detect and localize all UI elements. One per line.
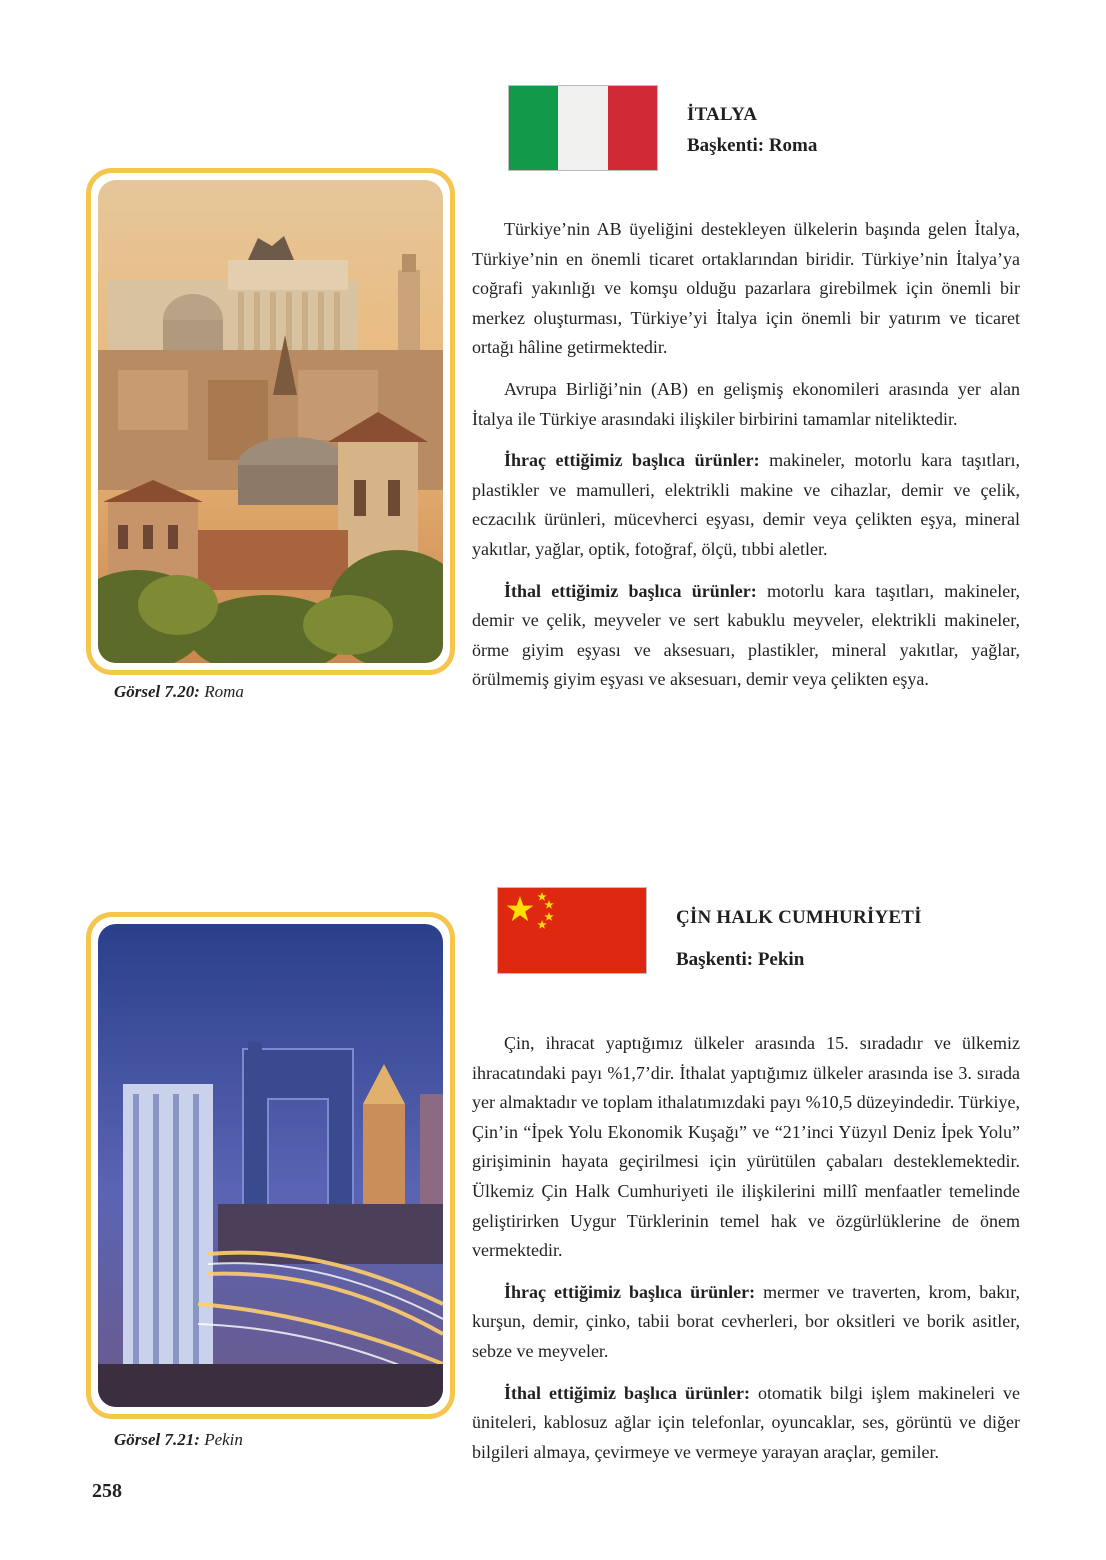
china-photo-frame: [86, 912, 455, 1419]
china-capital: Başkenti: Pekin: [676, 949, 805, 970]
china-exports-label: İhraç ettiğimiz başlıca ürünler:: [504, 1281, 756, 1302]
italy-text-section: [472, 215, 1020, 707]
italy-image-caption: [114, 682, 244, 702]
italy-flag-green-stripe: [509, 86, 558, 170]
china-flag-small-stars: [537, 892, 553, 929]
china-country-name: ÇİN HALK CUMHURİYETİ: [676, 907, 922, 928]
italy-flag: [509, 86, 657, 170]
china-paragraph-1: Çin, ihracat yaptığımız ülkeler arasında 15. sıradadır ve ülkemiz ihracatındaki payı %1,7’dir. İthalat yaptığımız ülkeler arasında ise 3. sırada yer almaktadır ve toplam ithalatımızdaki payı %10,5 düzeyindedir. Türkiye, Çin’in “İpek Yolu Ekonomik Kuşağı” ve “21’inci Yüzyıl Deniz İpek Yolu” girişiminin hayata geçirilmesi için yürütülen çabaları desteklemektedir. Ülkemiz Çin Halk Cumhuriyeti ile ilişkilerini millî menfaatler temelinde geliştirirken Uygur Türklerinin temel hak ve özgürlüklerine de önem vermektedir.: [472, 1033, 1020, 1261]
italy-paragraph-2: Avrupa Birliği’nin (AB) en gelişmiş ekonomileri arasında yer alan İtalya ile Türkiye arasındaki ilişkiler birbirini tamamlar niteliktedir.: [472, 378, 1020, 429]
italy-country-name: İTALYA: [687, 104, 758, 125]
italy-imports-paragraph: [472, 577, 1020, 695]
china-text-section: [472, 1029, 1020, 1479]
china-flag: [498, 888, 646, 973]
china-image-caption: [114, 1430, 243, 1450]
page-number: 258: [92, 1480, 122, 1502]
rome-cityscape-image: [98, 180, 443, 663]
italy-caption-text: Roma: [204, 682, 244, 701]
italy-exports-label: İhraç ettiğimiz başlıca ürünler:: [504, 450, 760, 471]
china-imports-label: İthal ettiğimiz başlıca ürünler:: [504, 1382, 750, 1403]
italy-photo-frame: [86, 168, 455, 675]
china-flag-stars: [498, 888, 646, 973]
italy-caption-label: Görsel 7.20:: [114, 682, 200, 701]
italy-exports-paragraph: [472, 446, 1020, 564]
china-exports-paragraph: [472, 1278, 1020, 1367]
china-imports-paragraph: [472, 1379, 1020, 1468]
china-flag-big-star: [507, 896, 534, 921]
italy-flag-white-stripe: [558, 86, 607, 170]
italy-flag-red-stripe: [608, 86, 657, 170]
italy-capital: Başkenti: Roma: [687, 135, 818, 156]
china-caption-label: Görsel 7.21:: [114, 1430, 200, 1449]
italy-imports-label: İthal ettiğimiz başlıca ürünler:: [504, 580, 757, 601]
beijing-cityscape-image: [98, 924, 443, 1407]
italy-exports-text: makineler, motorlu kara taşıtları, plastikler ve mamulleri, elektrikli makine ve cihazlar, demir ve çelik, eczacılık ürünleri, mücevherci eşyası, demir veya çelikten eşya, mineral yakıtlar, yağlar, optik, fotoğraf, ölçü, tıbbi aletler.: [472, 450, 1020, 559]
italy-imports-text: motorlu kara taşıtları, makineler, demir ve çelik, meyveler ve sert kabuklu meyveler, elektrikli makineler, örme giyim eşyası ve aksesuarı, plastikler, mineral yakıtlar, yağlar, örülmemiş giyim eşyası ve aksesuarı, demir veya çelikten eşya.: [472, 580, 1020, 690]
italy-paragraph-1: Türkiye’nin AB üyeliğini destekleyen ülkelerin başında gelen İtalya, Türkiye’nin en önemli ticaret ortaklarından biridir. Türkiye’nin İtalya’ya coğrafi yakınlığı ve komşu olduğu pazarlara girebilmek için önemli bir merkez oluşturması, Türkiye’yi İtalya için önemli bir yatırım ve ticaret ortağı hâline getirmektedir.: [472, 219, 1020, 358]
china-imports-text: otomatik bilgi işlem makineleri ve üniteleri, kablosuz ağlar için telefonlar, oyuncaklar, ses, görüntü ve diğer bilgileri almaya, çevirmeye ve vermeye yarayan araçlar, gemiler.: [472, 1382, 1020, 1462]
china-caption-text: Pekin: [204, 1430, 243, 1449]
china-exports-text: mermer ve traverten, krom, bakır, kurşun, demir, çinko, tabii borat cevherleri, bor oksitleri ve borik asitler, sebze ve meyveler.: [472, 1281, 1020, 1361]
